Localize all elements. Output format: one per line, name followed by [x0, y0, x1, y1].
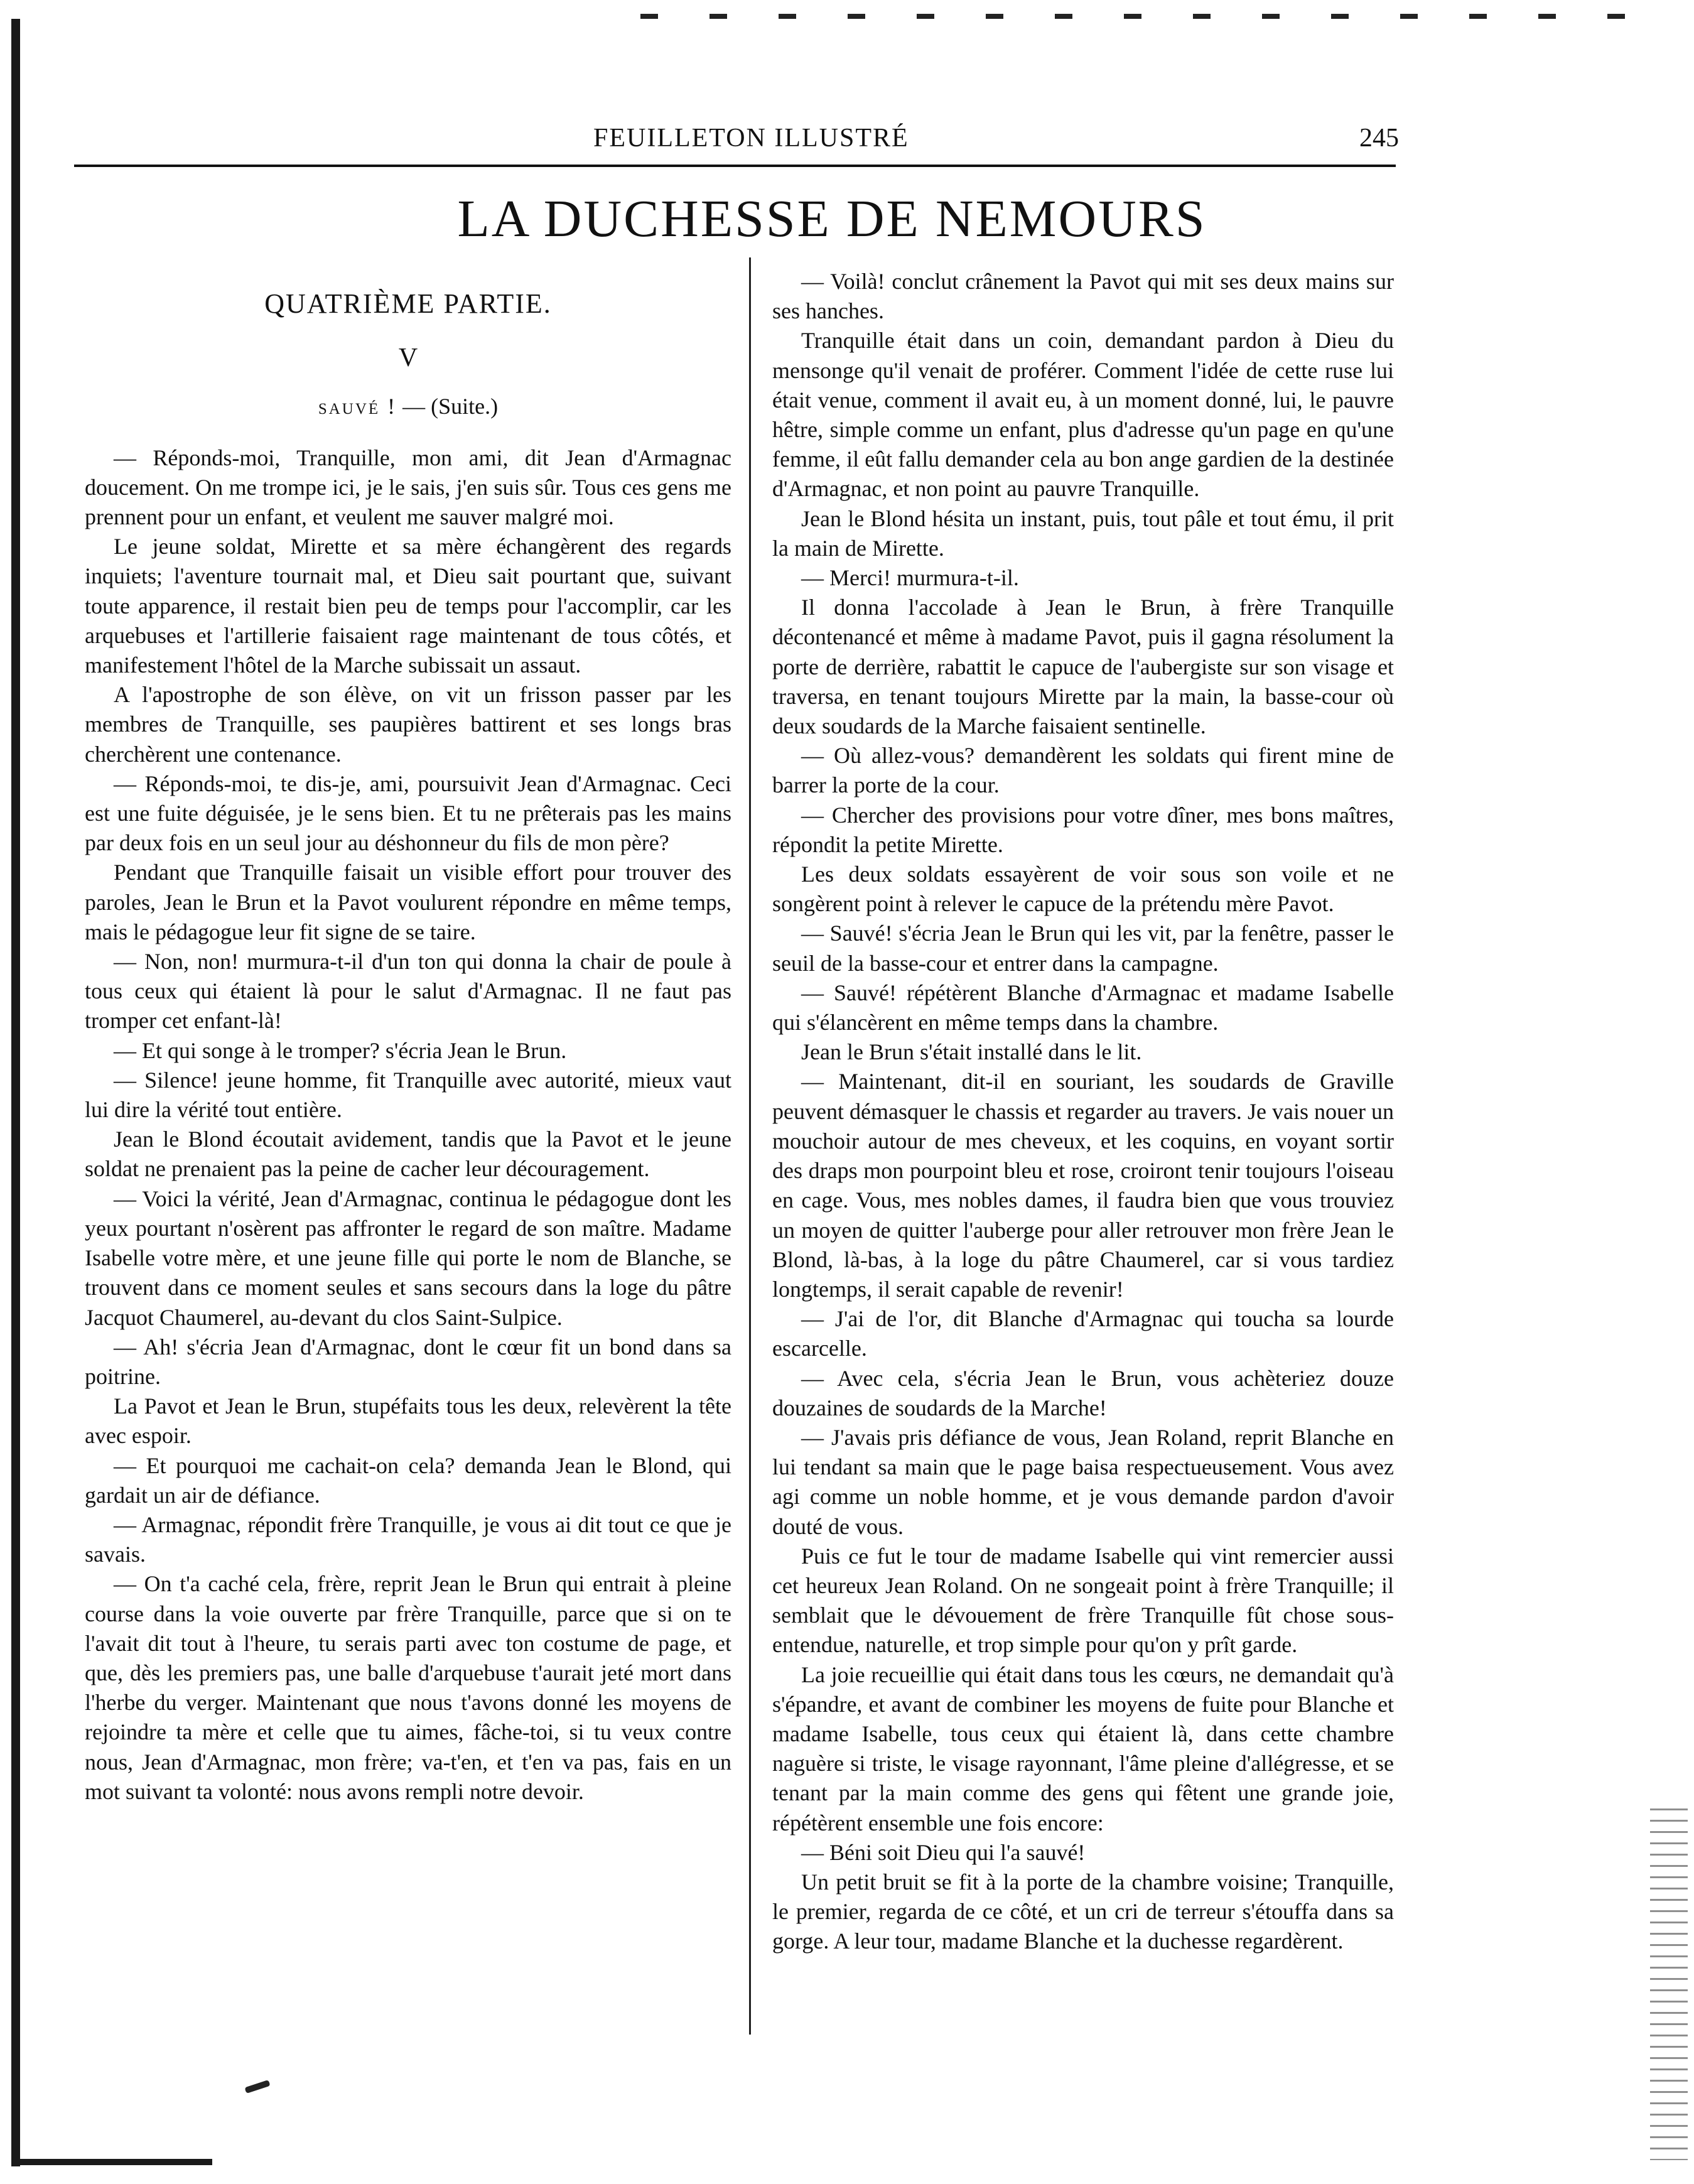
paragraph: — J'ai de l'or, dit Blanche d'Armagnac qui toucha sa lourde escarcelle. — [772, 1306, 1394, 1361]
chapter-number: V — [398, 343, 418, 373]
paragraph: — Réponds-moi, te dis-je, ami, poursuivit Jean d'Armagnac. Ceci est une fuite déguisée, je le sens bien. Et tu ne prêterais pas les mains par deux fois en un seul jour au déshonneur du fils de mon père? — [85, 770, 731, 856]
ink-smudge — [244, 2080, 270, 2094]
paragraph: — Et pourquoi me cachait-on cela? demanda Jean le Blond, qui gardait un air de défiance. — [85, 1452, 731, 1508]
paragraph: A l'apostrophe de son élève, on vit un frisson passer par les membres de Tranquille, ses paupières battirent et ses longs bras cherchèrent une contenance. — [85, 682, 731, 767]
column-divider — [749, 257, 751, 2035]
paragraph: — Voilà! conclut crânement la Pavot qui mit ses deux mains sur ses hanches. — [772, 269, 1394, 324]
paragraph: Pendant que Tranquille faisait un visible effort pour trouver des paroles, Jean le Brun et la Pavot voulurent répondre en même temps, mais le pédagogue leur fit signe de se taire. — [85, 860, 731, 944]
right-paragraphs — [772, 267, 1394, 1957]
top-edge-marks — [640, 14, 1670, 19]
paragraph: Les deux soldats essayèrent de voir sous son voile et ne songèrent point à relever le capuce de la prétendu mère Pavot. — [772, 862, 1394, 917]
article-title: LA DUCHESSE DE NEMOURS — [457, 190, 1207, 248]
binding-edge-foot — [11, 2159, 212, 2165]
paragraph: — J'avais pris défiance de vous, Jean Roland, reprit Blanche en lui tendant sa main que le page baisa respectueusement. Vous avez agi comme un noble homme, et je vous demande pardon d'avoir douté de vous. — [772, 1424, 1394, 1539]
paragraph: Puis ce fut le tour de madame Isabelle qui vint remercier aussi cet heureux Jean Roland. On ne songeait point à frère Tranquille; il semblait que le dévouement de frère Tranquille fût chose sous-entendue, naturelle, et trop simple pour qu'on y prît garde. — [772, 1543, 1394, 1658]
right-column — [772, 267, 1394, 1957]
left-paragraphs — [85, 443, 731, 1807]
paragraph: — Chercher des provisions pour votre dîner, mes bons maîtres, répondit la petite Mirette. — [772, 802, 1394, 857]
paragraph: — On t'a caché cela, frère, reprit Jean le Brun qui entrait à pleine course dans la voie ouverte par frère Tranquille, parce que si on te l'avait dit tout à l'heure, tu serais parti avec ton costume de page, et que, dès les premiers pas, une balle d'arquebuse t'aurait jeté mort dans l'herbe du verger. Maintenant que nous t'avons donné les moyens de rejoindre ta mère et celle que tu aimes, fâche-toi, si tu veux contre nous, Jean d'Armagnac, mon frère; va-t'en, et t'en va pas, fais en un mot suivant ta volonté: nous avons rempli notre devoir. — [85, 1571, 731, 1804]
paragraph: Jean le Blond écoutait avidement, tandis que la Pavot et le jeune soldat ne prenaient pas la peine de cacher leur découragement. — [85, 1127, 731, 1182]
header-rule — [74, 165, 1396, 167]
paragraph: — Où allez-vous? demandèrent les soldats qui firent mine de barrer la porte de la cour. — [772, 743, 1394, 798]
paragraph: — Avec cela, s'écria Jean le Brun, vous achèteriez douze douzaines de soudards de la Marche! — [772, 1365, 1394, 1420]
paragraph: La joie recueillie qui était dans tous les cœurs, ne demandait qu'à s'épandre, et avant de combiner les moyens de fuite pour Blanche et madame Isabelle, tous ceux qui étaient là, dans cette chambre naguère si triste, le visage rayonnant, l'âme pleine d'allégresse, et se tenant par la main comme des gens qui fêtent une grande joie, répétèrent ensemble une fois encore: — [772, 1662, 1394, 1835]
paragraph: — Sauvé! s'écria Jean le Brun qui les vit, par la fenêtre, passer le seuil de la basse-cour et entrer dans la campagne. — [772, 921, 1394, 976]
paragraph: Jean le Brun s'était installé dans le lit. — [801, 1039, 1142, 1065]
running-title: FEUILLETON ILLUSTRÉ — [593, 124, 909, 153]
paragraph: — Non, non! murmura-t-il d'un ton qui donna la chair de poule à tous ceux qui étaient là pour le salut d'Armagnac. Il ne faut pas tromper cet enfant-là! — [85, 949, 731, 1034]
paragraph: — Béni soit Dieu qui l'a sauvé! — [801, 1839, 1086, 1865]
left-column — [85, 276, 731, 1807]
paragraph: — Armagnac, répondit frère Tranquille, je vous ai dit tout ce que je savais. — [85, 1511, 731, 1567]
part-heading: QUATRIÈME PARTIE. — [264, 288, 552, 319]
right-edge-noise — [1650, 1808, 1688, 2160]
subheading-suite: — (Suite.) — [397, 394, 499, 419]
paragraph: — Silence! jeune homme, fit Tranquille avec autorité, mieux vaut lui dire la vérité tout entière. — [85, 1067, 731, 1123]
paragraph: — Merci! murmura-t-il. — [801, 565, 1019, 591]
paragraph: Il donna l'accolade à Jean le Brun, à frère Tranquille décontenancé et même à madame Pavot, puis il gagna résolument la porte de derrière, rabattit le capuce de l'aubergiste sur son visage et traversa, en tenant toujours Mirette par la main, la basse-cour où deux soudards de la Marche faisaient sentinelle. — [772, 595, 1394, 739]
paragraph: — Et qui songe à le tromper? s'écria Jean le Brun. — [114, 1037, 567, 1063]
paragraph: Un petit bruit se fit à la porte de la chambre voisine; Tranquille, le premier, regarda de ce côté, et un cri de terreur s'étouffa dans sa gorge. A leur tour, madame Blanche et la duchesse regardèrent. — [772, 1869, 1394, 1954]
paragraph: — Voici la vérité, Jean d'Armagnac, continua le pédagogue dont les yeux pourtant n'osèrent pas affronter le regard de son maître. Madame Isabelle votre mère, et une jeune fille qui porte le nom de Blanche, se trouvent dans ce moment seules et sans secours dans la loge du pâtre Jacquot Chaumerel, au-devant du clos Saint-Sulpice. — [85, 1186, 731, 1330]
paragraph: — Ah! s'écria Jean d'Armagnac, dont le cœur fit un bond dans sa poitrine. — [85, 1334, 731, 1389]
paragraph: — Réponds-moi, Tranquille, mon ami, dit Jean d'Armagnac doucement. On me trompe ici, je le sais, j'en suis sûr. Tous ces gens me prennent pour un enfant, et veulent me sauver malgré moi. — [85, 445, 731, 530]
paragraph: — Sauvé! répétèrent Blanche d'Armagnac et madame Isabelle qui s'élancèrent en même temps dans la chambre. — [772, 980, 1394, 1035]
paragraph: Jean le Blond hésita un instant, puis, tout pâle et tout ému, il prit la main de Mirette. — [772, 505, 1394, 561]
paragraph: Le jeune soldat, Mirette et sa mère échangèrent des regards inquiets; l'aventure tournait mal, et Dieu sait pourtant que, suivant toute apparence, il restait bien peu de temps pour l'accomplir, car les arquebuses et l'artillerie faisaient rage maintenant de tous côtés, et manifestement l'hôtel de la Marche subissait un assaut. — [85, 534, 731, 678]
paragraph: — Maintenant, dit-il en souriant, les soudards de Graville peuvent démasquer le chassis et regarder au travers. Je vais nouer un mouchoir autour de mes cheveux, et les coquins, en voyant sortir des draps mon pourpoint bleu et rose, croiront tenir toujours l'oiseau en cage. Vous, mes nobles dames, il faudra bien que vous trouviez un moyen de quitter l'auberge pour aller retrouver mon frère Jean le Blond, là-bas, à la loge du pâtre Chaumerel, car si vous tardiez longtemps, il serait capable de revenir! — [772, 1069, 1394, 1302]
paragraph: Tranquille était dans un coin, demandant pardon à Dieu du mensonge qu'il venait de proférer. Comment l'idée de cette ruse lui était venue, comment il avait eu, à un moment donné, lui, le pauvre hêtre, simple comme un enfant, plus d'adresse qu'un page en qu'une femme, il eût fallu demander cela au bon ange gardien de la destinée d'Armagnac, et non point au pauvre Tranquille. — [772, 328, 1394, 502]
binding-edge — [11, 19, 20, 2166]
chapter-subheading — [85, 392, 731, 421]
subheading-word: sauvé ! — [318, 394, 397, 419]
paragraph: La Pavot et Jean le Brun, stupéfaits tous les deux, relevèrent la tête avec espoir. — [85, 1393, 731, 1449]
page-number: 245 — [1359, 124, 1399, 153]
